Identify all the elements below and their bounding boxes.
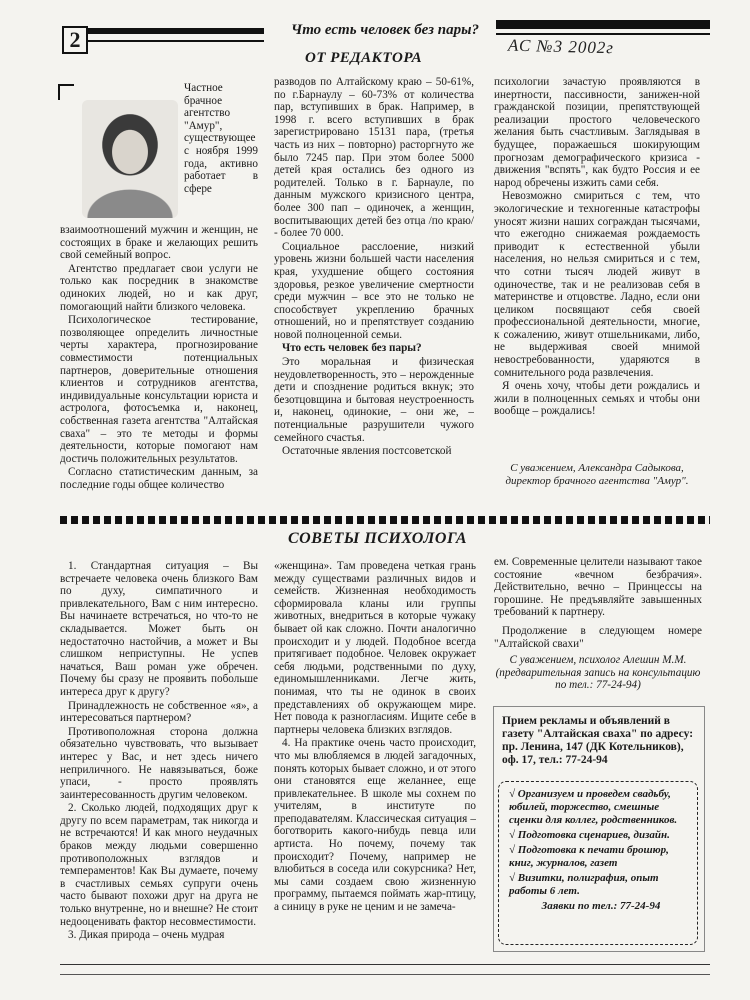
ad-service-item: √ Подготовка сценариев, дизайн.	[509, 829, 670, 841]
psychologist-signature: С уважением, психолог Алешин М.М. (предварительная запись на консультацию по тел.: 77-24-94)	[495, 654, 701, 692]
paragraph: 2. Сколько людей, подходящих друг к другу по всем параметрам, так никогда и не встречаются! И как много неудачных браков между людьми совершенно противоположных взглядов и темпераментов! Как Вы думаете, почему в счастливых семьях супруги очень часто бывают похожи друг на друга не только внутренне, но и внешне? Не стоит недооценивать фактор несовместимости.	[60, 802, 258, 928]
header-bar-left	[84, 28, 264, 34]
paragraph: разводов по Алтайскому краю – 50-61%, по г.Барнаулу – 60-73% от количества пар, вступивших в брак. Например, в 1998 г. всего вступивших в брак зарегистрировано 15131 пара, (третья часть из них – повторно) расторгнуто же было 7245 пар. При этом более 5000 детей края остались без одного из родителей. Только в г. Барнауле, по данным мужского кризисного центра, более 300 пап – одиночек, а женщин, воспитывающих детей без отца /по краю/ - более 70 000.	[274, 76, 474, 240]
ad-header: Прием рекламы и объявлений в газету "Алтайская сваха" по адресу: пр. Ленина, 147 (ДК Котельников), оф. 17, тел.: 77-24-94	[502, 715, 694, 766]
ad-service-item: √ Подготовка к печати брошюр, книг, журналов, газет	[509, 844, 669, 869]
ad-phone: Заявки по тел.: 77-24-94	[541, 900, 661, 912]
psychologist-title: СОВЕТЫ ПСИХОЛОГА	[282, 530, 473, 548]
ad-service-list	[509, 788, 693, 915]
editorial-column-2	[274, 76, 474, 508]
editorial-signature: С уважением, Александра Садыкова, директор брачного агентства "Амур".	[505, 462, 689, 487]
subheading: Что есть человек без пары?	[282, 342, 422, 355]
paragraph: Остаточные явления постсоветской	[282, 445, 452, 458]
paragraph: ем. Современные целители называют такое состояние «вечном безбрачия». Действительно, вечно – Принцессы на горошине. Не предъявляйте завышенных требований к партнеру.	[494, 556, 702, 619]
ad-service-item: √ Визитки, полиграфия, опыт работы 6 лет.	[509, 872, 659, 897]
psychologist-column-1	[60, 560, 258, 960]
paragraph: Частное брачное агентство "Амур", существующее с ноября 1999 года, активно работает в сфере взаимоотношений мужчин и женщин, не состоящих в браке и желающих решить свой семейный вопрос.	[60, 82, 258, 262]
paragraph: Социальное расслоение, низкий уровень жизни большей части населения края, ухудшение общего состояния здоровья, резкое увеличение смертности среди мужчин – все это не только не способствует укреплению брачных отношений, но и препятствует созданию новой полноценной семьи.	[274, 240, 474, 341]
paragraph: Агентство предлагает свои услуги не только как посредник в знакомстве одиноких людей, но и как друг, помогающий найти близкого человека.	[60, 262, 258, 313]
paragraph: Невозможно смириться с тем, что экологические и техногенные катастрофы уносят жизни наших сограждан тысячами, что ежегодно снижаемая рождаемость приводит к естественной убыли населения, но нельзя смириться и с тем, что сотни тысяч людей живут в одиночестве, так и не реализовав себя в материнстве и отцовстве. Ладно, если они целиком посвящают себя своей профессиональной деятельности, многие, к сожалению, живут отшельниками, либо, не выдерживая своей мнимой невостребованности, ударяются в сомнительного рода развлечения.	[494, 190, 700, 379]
paragraph: Я очень хочу, чтобы дети рождались и жили в полноценных семьях и чтобы они вообще – рождались!	[494, 380, 700, 418]
editorial-title: ОТ РЕДАКТОРА	[305, 50, 423, 66]
paragraph: Продолжение в следующем номере "Алтайской свахи"	[494, 624, 702, 650]
section-divider	[60, 516, 710, 524]
page-number: 2	[62, 26, 88, 54]
advertising-box	[493, 706, 705, 952]
ad-service-item: √ Организуем и проведем свадьбу, юбилей, торжество, смешные сценки для коллег, родственников.	[509, 788, 678, 826]
ad-services-box	[498, 781, 698, 945]
paragraph: 1. Стандартная ситуация – Вы встречаете человека очень близкого Вам по духу, симпатичного и привлекательного, Вам с ним интересно. Вы начинаете встречаться, но что-то не складывается. Может быть он недостаточно настойчив, а может и Вы слишком неприступны. Не успев начаться, Ваш роман уже обречен. Почему бы сразу не проявить побольше интереса друг к другу?	[60, 560, 258, 698]
paragraph: Это моральная и физическая неудовлетворенность, это – нерожденные дети и спозднение родиться вкнук; это безотцовщина и бытовая неустроенность и, наконец, одинокие, – они же, – потенциальные разрушители чужого семейного счастья.	[274, 356, 474, 444]
header-bar-right-lower	[496, 33, 710, 35]
paragraph: Психологическое тестирование, позволяющее определить личностные черты характера, прогнозирование совместимости потенциальных партнеров, доверительные отношения клиентов и сотрудников агентства, индивидуальные консультации юриста и астролога, фотосъемка и, наконец, собственная газета агентства "Алтайская сваха" – это те методы и формы деятельности, которые помогают нам достичь положительных результатов.	[60, 314, 258, 465]
running-title: Что есть человек без пары?	[290, 22, 479, 38]
paragraph: 4. На практике очень часто происходит, что мы влюбляемся в людей загадочных, понять которых бывает сложно, и от этого они становятся еще желаннее, еще привлекательнее. В школе мы сохнем по учителям, в институте по преподавателям. Классическая ситуация – боготворить какого-нибудь певца или артиста. Но почему, почему так происходит? Почему, например не влюбиться в соседа или сокурсника? Нет, мы сами создаем свою жизненную программу, пытаемся поймать жар-птицу, а синицу в руке не ценим и не замеча-	[274, 737, 476, 914]
bottom-rule-lower	[60, 974, 710, 975]
paragraph: «женщина». Там проведена четкая грань между существами различных видов и семейств. Жизненная необходимость сформировала кланы или группы животных, внедриться в которые чужаку бывает ой как сложно. Почти аналогично происходит и у людей. Подобное всегда притягивает подобное. Человек окружает себя людьми, родственными по духу, единомышленниками. Легче жить, понимая, что ты не одинок в своих представлениях об окружающем мире. Нет повода к разногласиям. Ищите себе в партнеры человека близких взглядов.	[274, 560, 476, 736]
paragraph: Согласно статистическим данным, за последние годы общее количество	[60, 466, 258, 491]
psychologist-column-2	[274, 560, 476, 960]
paragraph: Противоположная сторона должна обязательно чувствовать, что вызывает интерес у Вас, и нет здесь ничего неприличного. Не навязываться, боже упаси, - просто проявлять заинтересованность другим человеком.	[60, 725, 258, 801]
editorial-column-3	[494, 76, 700, 438]
handwritten-note: АС №3 2002г	[507, 35, 615, 58]
paragraph: Принадлежность не собственное «я», а интересоваться партнером?	[60, 699, 258, 725]
paragraph: психологии зачастую проявляются в инертности, пассивности, занижен-ной гражданской позиции, препятствующей реализации простого человеческого желания быть счастливым. Заглядывая в будущее, поражаешься шокирующим прогнозам демографического кризиса - движения "вспять", как будто Россия и ее народ обречены изжить сами себя.	[494, 76, 700, 189]
bottom-rule	[60, 964, 710, 965]
editorial-column-1	[60, 82, 258, 508]
psychologist-column-3	[494, 556, 702, 700]
header-bar-left-lower	[84, 40, 264, 42]
header-bar-right	[496, 20, 710, 29]
paragraph: 3. Дикая природа – очень мудрая	[68, 929, 225, 942]
